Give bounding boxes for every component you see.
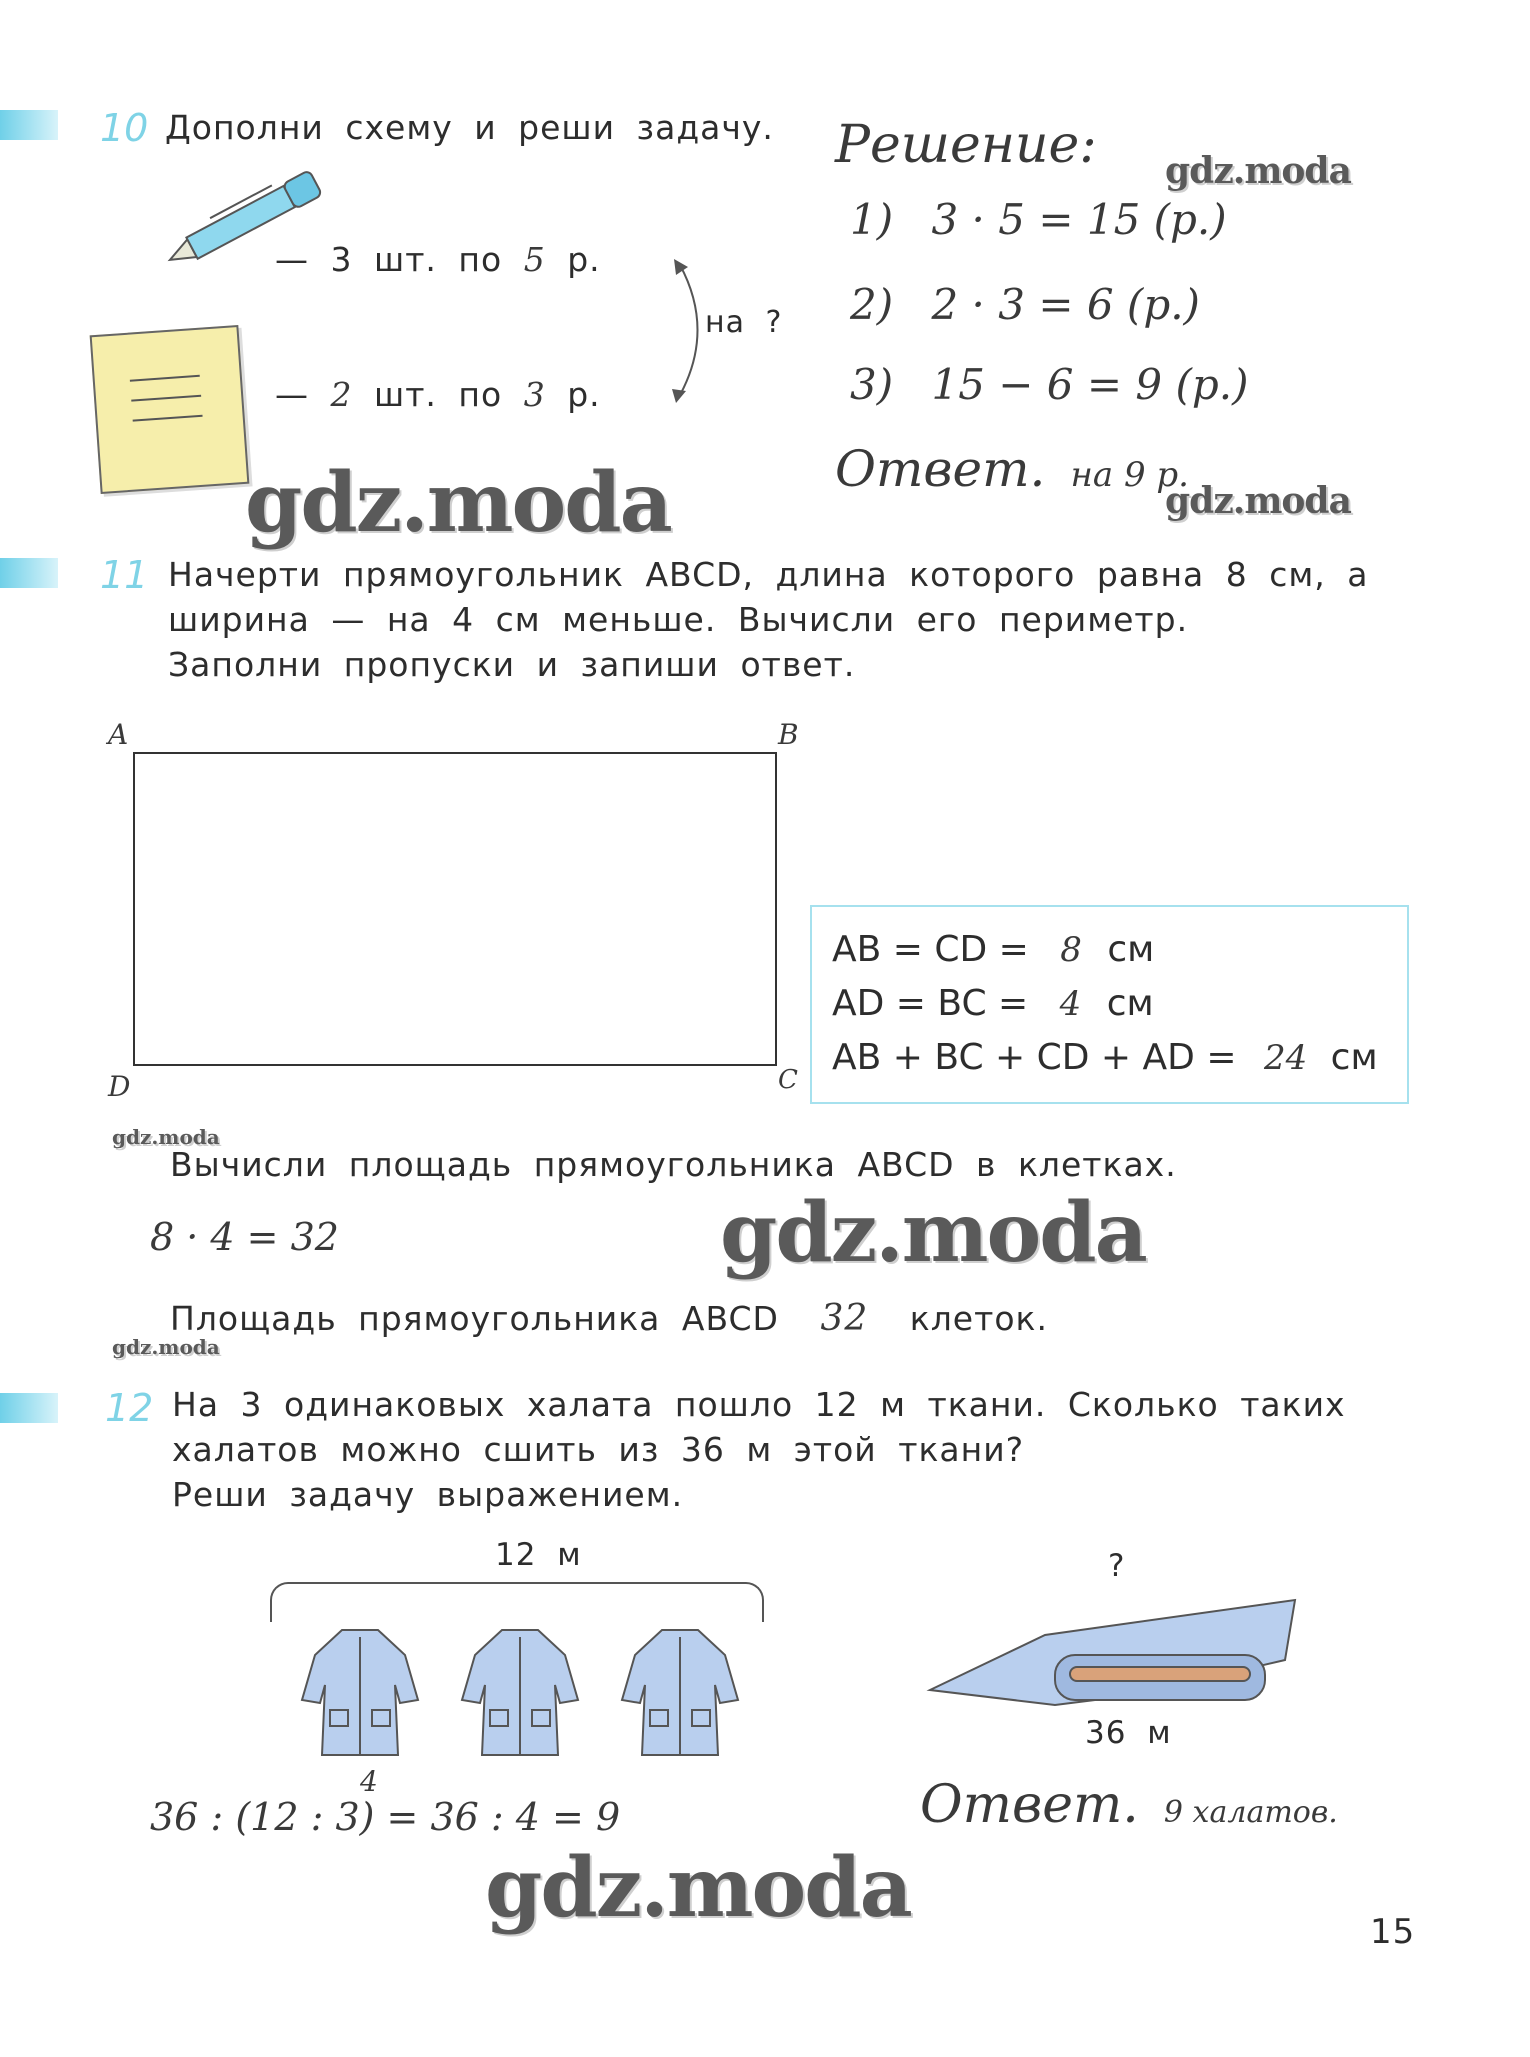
task-10-title: Дополни схему и реши задачу. bbox=[165, 108, 774, 147]
expression-note: 4 bbox=[360, 1765, 378, 1798]
note-by: по bbox=[458, 375, 503, 414]
robe-icon bbox=[460, 1625, 580, 1760]
task-10-tab bbox=[0, 110, 58, 140]
task-12-line-2: халатов можно сшить из 36 м этой ткани? bbox=[172, 1430, 1025, 1469]
task-11-line-2: ширина — на 4 см меньше. Вычисли его периметр. bbox=[168, 600, 1189, 639]
step-2-expr: 2 · 3 = 6 (р.) bbox=[931, 280, 1200, 329]
task-10-number: 10 bbox=[100, 106, 149, 150]
watermark: gdz.moda bbox=[720, 1185, 1146, 1281]
brace bbox=[270, 1582, 764, 1622]
watermark: gdz.moda bbox=[1165, 150, 1351, 192]
compare-label: на ? bbox=[705, 305, 783, 340]
pen-by: по bbox=[458, 240, 503, 279]
answer-value-12: 9 халатов. bbox=[1163, 1795, 1338, 1830]
row-2-label: AD = BC = bbox=[832, 983, 1029, 1024]
watermark: gdz.moda bbox=[485, 1840, 911, 1936]
task-11-line-1: Начерти прямоугольник ABCD, длина которого равна 8 см, а bbox=[168, 555, 1369, 594]
task-11-tab bbox=[0, 558, 58, 588]
row-1-unit: см bbox=[1107, 929, 1155, 970]
answer-value-10: на 9 р. bbox=[1070, 455, 1189, 495]
fabric-roll-icon bbox=[925, 1595, 1305, 1710]
robe-icon bbox=[620, 1625, 740, 1760]
area-text-before: Площадь прямоугольника ABCD bbox=[170, 1299, 779, 1338]
step-3-expr: 15 − 6 = 9 (р.) bbox=[931, 360, 1249, 409]
rectangle-abcd bbox=[133, 752, 777, 1066]
row-2-unit: см bbox=[1106, 983, 1154, 1024]
solution-step-3 bbox=[850, 360, 1249, 409]
vertex-c: C bbox=[778, 1065, 798, 1095]
step-1-number: 1) bbox=[850, 195, 894, 244]
note-unit: шт. bbox=[374, 375, 437, 414]
expression: 36 : (12 : 3) = 36 : 4 = 9 bbox=[150, 1795, 621, 1839]
row-3-label: AB + BC + CD + AD = bbox=[832, 1037, 1237, 1078]
pen-count: 3 bbox=[330, 240, 353, 279]
vertex-d: D bbox=[108, 1070, 131, 1103]
perimeter-row-1 bbox=[832, 929, 1154, 970]
watermark: gdz.moda bbox=[245, 455, 671, 551]
answer-12 bbox=[920, 1775, 1338, 1835]
task-11-number: 11 bbox=[100, 553, 149, 597]
pen-price: 5 bbox=[523, 240, 546, 279]
note-count: 2 bbox=[330, 375, 353, 414]
watermark: gdz.moda bbox=[112, 1125, 220, 1149]
note-price: 3 bbox=[523, 375, 546, 414]
area-value: 32 bbox=[820, 1298, 869, 1339]
pen-dash: — bbox=[275, 240, 309, 279]
task-11-line-3: Заполни пропуски и запиши ответ. bbox=[168, 645, 856, 684]
row-3-value: 24 bbox=[1263, 1038, 1308, 1078]
roll-question: ? bbox=[1108, 1548, 1126, 1584]
watermark: gdz.moda bbox=[1165, 480, 1351, 522]
area-text-after: клеток. bbox=[909, 1299, 1048, 1338]
solution-answer bbox=[835, 440, 1189, 498]
robe-icon bbox=[300, 1625, 420, 1760]
note-dash: — bbox=[275, 375, 309, 414]
row-3-unit: см bbox=[1330, 1037, 1378, 1078]
pen-rub: р. bbox=[567, 240, 601, 279]
perimeter-box bbox=[810, 905, 1409, 1104]
task-12-number: 12 bbox=[105, 1386, 154, 1430]
note-line bbox=[275, 375, 601, 414]
answer-label-10: Ответ. bbox=[835, 440, 1046, 498]
vertex-b: B bbox=[778, 718, 799, 751]
note-rub: р. bbox=[567, 375, 601, 414]
solution-heading: Решение: bbox=[835, 115, 1097, 175]
solution-step-2 bbox=[850, 280, 1200, 329]
roll-label: 36 м bbox=[1085, 1715, 1172, 1751]
row-1-label: AB = CD = bbox=[832, 929, 1029, 970]
pen-line bbox=[275, 240, 601, 279]
row-2-value: 4 bbox=[1059, 984, 1082, 1024]
task-12-line-1: На 3 одинаковых халата пошло 12 м ткани. Сколько таких bbox=[172, 1385, 1346, 1424]
step-3-number: 3) bbox=[850, 360, 894, 409]
perimeter-row-3 bbox=[832, 1037, 1378, 1078]
pen-unit: шт. bbox=[374, 240, 437, 279]
area-calc: 8 · 4 = 32 bbox=[150, 1215, 339, 1259]
area-prompt: Вычисли площадь прямоугольника ABCD в клетках. bbox=[170, 1145, 1177, 1184]
page-number: 15 bbox=[1370, 1912, 1416, 1952]
watermark: gdz.moda bbox=[112, 1335, 220, 1359]
brace-label: 12 м bbox=[495, 1537, 582, 1573]
step-1-expr: 3 · 5 = 15 (р.) bbox=[931, 195, 1227, 244]
area-result bbox=[170, 1298, 1048, 1339]
solution-step-1 bbox=[850, 195, 1227, 244]
task-12-tab bbox=[0, 1393, 58, 1423]
step-2-number: 2) bbox=[850, 280, 894, 329]
notepad-icon bbox=[90, 325, 250, 494]
answer-label-12: Ответ. bbox=[920, 1775, 1139, 1835]
vertex-a: A bbox=[108, 718, 129, 751]
row-1-value: 8 bbox=[1060, 930, 1082, 970]
perimeter-row-2 bbox=[832, 983, 1154, 1024]
task-12-line-3: Реши задачу выражением. bbox=[172, 1475, 684, 1514]
